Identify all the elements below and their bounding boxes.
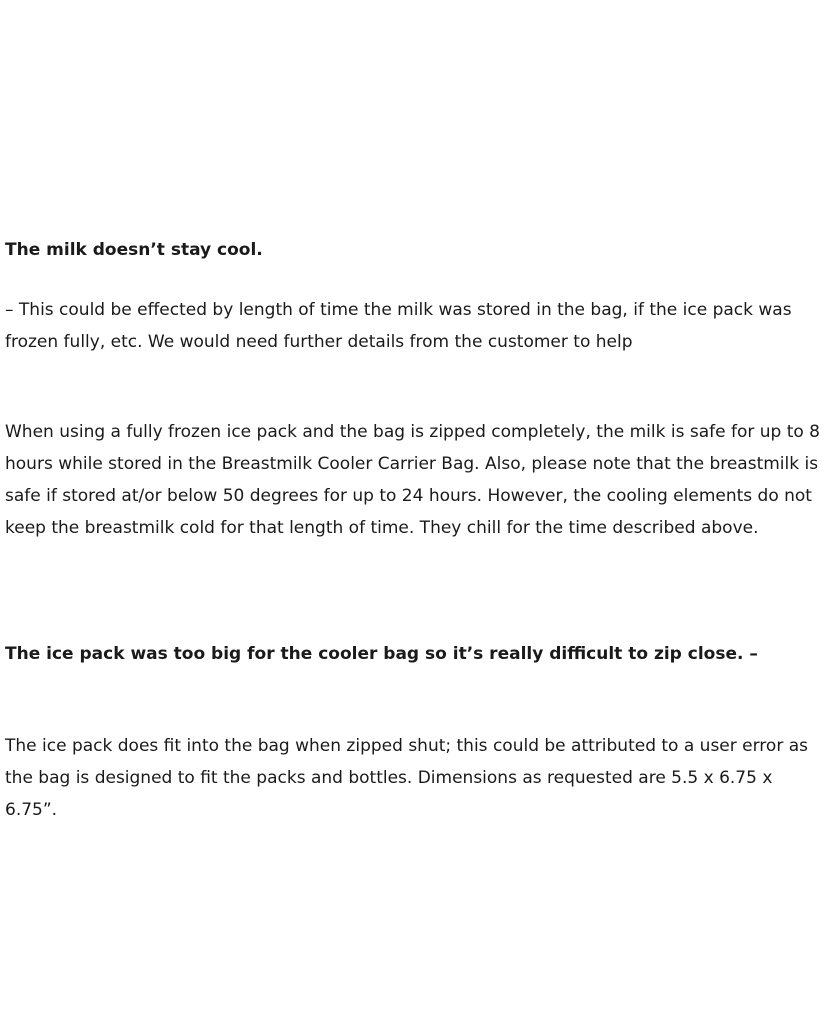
faq-question-milk-cool: The milk doesn’t stay cool.	[5, 240, 263, 260]
faq-answer-ice-pack-size: The ice pack does fit into the bag when zipped shut; this could be attributed to a user error as the bag is designed to fit the packs and bottles. Dimensions as requested are 5.5 x 6.75 x 6.75”.	[5, 736, 808, 820]
faq-detail-milk-cool: When using a fully frozen ice pack and the bag is zipped completely, the milk is safe for up to 8 hours while stored in the Breastmilk Cooler Carrier Bag. Also, please note that the breastmilk is safe if stored at/or below 50 degrees for up to 24 hours. However, the cooling elements do not keep the breastmilk cold for that length of time. They chill for the time described above.	[5, 422, 820, 538]
faq-answer-milk-cool: – This could be effected by length of time the milk was stored in the bag, if the ice pack was frozen fully, etc. We would need further details from the customer to help	[5, 300, 792, 352]
faq-question-ice-pack-size: The ice pack was too big for the cooler bag so it’s really difficult to zip close. –	[5, 644, 758, 664]
